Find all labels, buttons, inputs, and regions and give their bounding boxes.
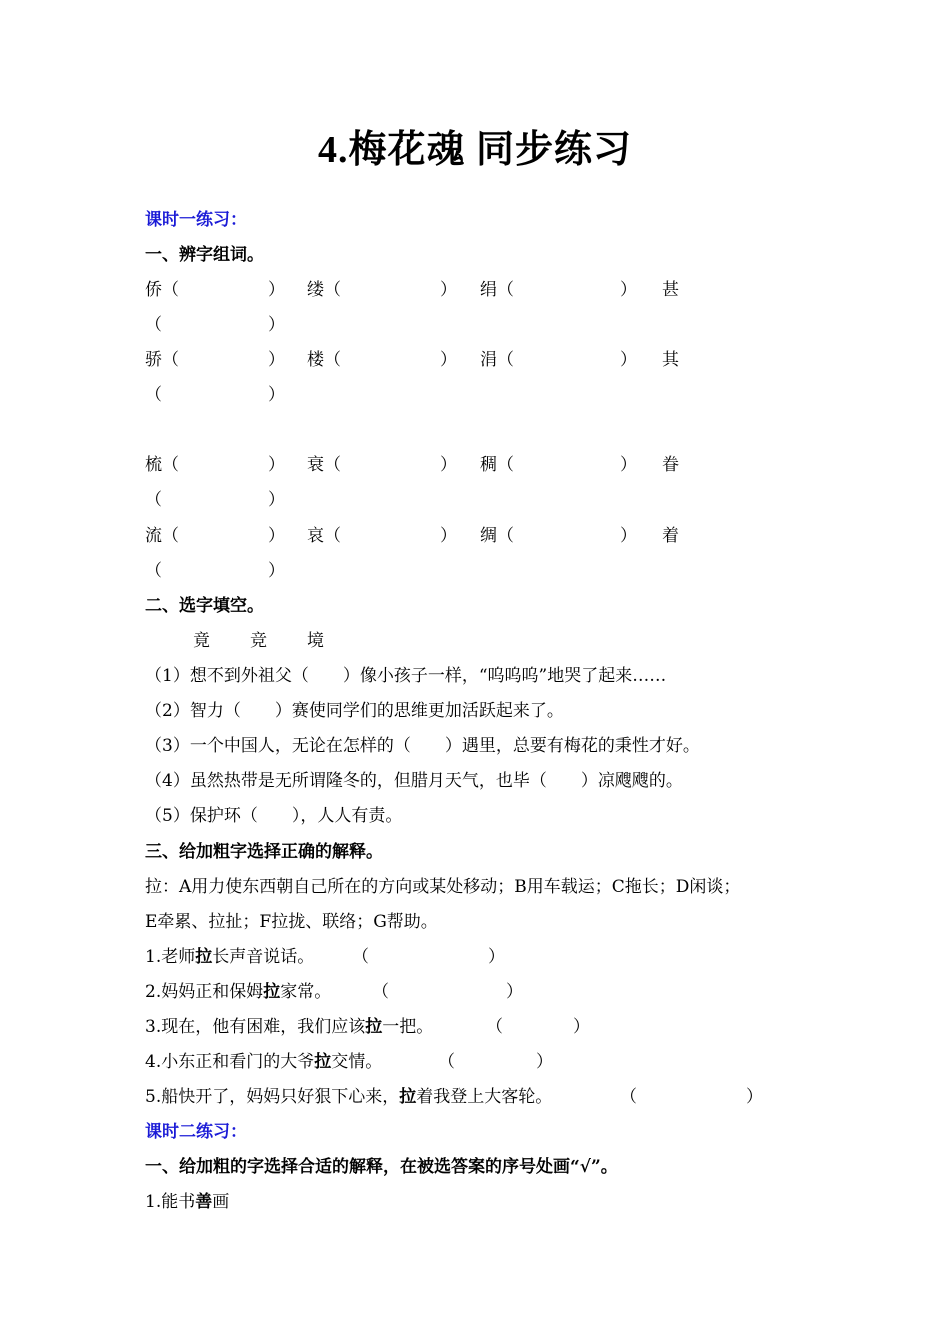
section2-heading: 二、选字填空。 (145, 596, 264, 616)
char-cell: 绢（ (480, 280, 514, 300)
blank-open: （ (145, 490, 162, 510)
blank-close: ） (440, 455, 457, 475)
blank-close: ） (620, 280, 637, 300)
item-text: 长声音说话。 (212, 947, 315, 967)
char-cell: 缕（ (307, 280, 341, 300)
item-text: 1.老师 (145, 947, 196, 967)
answer-open: （ (620, 1087, 637, 1107)
definition-line-1: 拉：A用力使东西朝自己所在的方向或某处移动；B用车载运；C拖长；D闲谈； (145, 877, 741, 897)
blank-close: ） (620, 455, 637, 475)
char-cell: 骄（ (145, 350, 179, 370)
char-cell: 眷 (662, 455, 679, 475)
char-cell: 流（ (145, 526, 179, 546)
blank-close: ） (268, 526, 285, 546)
blank-open: （ (145, 315, 162, 335)
bold-char: 拉 (263, 982, 281, 1002)
answer-close: ） (573, 1017, 590, 1037)
blank-close: ） (440, 350, 457, 370)
page-title: 4.梅花魂 同步练习 (317, 129, 632, 171)
explain-item-5 (145, 1087, 552, 1107)
choice-char: 竟 (193, 631, 210, 651)
item-text: 2.妈妈正和保姆 (145, 982, 264, 1002)
blank-close: ） (620, 350, 637, 370)
fill-item-1: （1）想不到外祖父（ ）像小孩子一样，“呜呜呜”地哭了起来…… (145, 666, 667, 686)
blank-close: ） (440, 280, 457, 300)
blank-open: （ (145, 385, 162, 405)
section3-heading: 三、给加粗字选择正确的解释。 (145, 842, 383, 862)
answer-close: ） (536, 1052, 553, 1072)
bold-char: 拉 (399, 1087, 417, 1107)
answer-open: （ (352, 947, 369, 967)
explain-item-4 (145, 1052, 382, 1072)
blank-close: ） (268, 280, 285, 300)
answer-open: （ (372, 982, 389, 1002)
explain-item-2 (145, 982, 331, 1002)
item-text: 5.船快开了，妈妈只好狠下心来， (145, 1087, 400, 1107)
bold-char: 拉 (365, 1017, 383, 1037)
item-text: 着我登上大客轮。 (416, 1087, 553, 1107)
explain-item-3 (145, 1017, 433, 1037)
blank-close: ） (268, 561, 285, 581)
fill-item-2: （2）智力（ ）赛使同学们的思维更加活跃起来了。 (145, 701, 564, 721)
item-text: 家常。 (280, 982, 332, 1002)
explain-item-1 (145, 947, 314, 967)
answer-close: ） (506, 982, 523, 1002)
lesson2-heading: 课时二练习： (145, 1122, 247, 1142)
bold-char: 拉 (314, 1052, 332, 1072)
bold-char: 拉 (195, 947, 213, 967)
char-cell: 哀（ (307, 526, 341, 546)
char-cell: 侨（ (145, 280, 179, 300)
item-text: 1.能书 (145, 1192, 196, 1212)
item-text: 4.小东正和看门的大爷 (145, 1052, 315, 1072)
char-cell: 涓（ (480, 350, 514, 370)
answer-close: ） (746, 1087, 763, 1107)
blank-close: ） (268, 350, 285, 370)
blank-close: ） (268, 315, 285, 335)
item-text: 一把。 (382, 1017, 434, 1037)
answer-open: （ (486, 1017, 503, 1037)
answer-open: （ (438, 1052, 455, 1072)
fill-item-5: （5）保护环（ ），人人有责。 (145, 806, 403, 826)
bold-char: 善 (195, 1192, 213, 1212)
item-text: 3.现在，他有困难，我们应该 (145, 1017, 366, 1037)
char-cell: 楼（ (307, 350, 341, 370)
item-text: 画 (212, 1192, 230, 1212)
choice-char: 竞 (250, 631, 267, 651)
fill-item-3: （3）一个中国人，无论在怎样的（ ）遇里，总要有梅花的秉性才好。 (145, 736, 700, 756)
blank-close: ） (268, 455, 285, 475)
fill-item-4: （4）虽然热带是无所谓隆冬的，但腊月天气，也毕（ ）凉飕飕的。 (145, 771, 683, 791)
blank-close: ） (268, 490, 285, 510)
definition-line-2: E牵累、拉扯；F拉拢、联络；G帮助。 (145, 912, 438, 932)
section1-heading: 一、辨字组词。 (145, 245, 264, 265)
char-cell: 着 (662, 526, 679, 546)
answer-close: ） (488, 947, 505, 967)
char-cell: 梳（ (145, 455, 179, 475)
char-cell: 其 (662, 350, 679, 370)
section4-heading: 一、给加粗的字选择合适的解释，在被选答案的序号处画“√”。 (145, 1157, 618, 1177)
char-cell: 衰（ (307, 455, 341, 475)
blank-open: （ (145, 561, 162, 581)
blank-close: ） (440, 526, 457, 546)
char-cell: 稠（ (480, 455, 514, 475)
choice-char: 境 (307, 631, 324, 651)
choose-item-1 (145, 1192, 229, 1212)
blank-close: ） (268, 385, 285, 405)
char-cell: 甚 (662, 280, 679, 300)
item-text: 交情。 (331, 1052, 383, 1072)
char-cell: 绸（ (480, 526, 514, 546)
lesson1-heading: 课时一练习： (145, 210, 247, 230)
blank-close: ） (620, 526, 637, 546)
